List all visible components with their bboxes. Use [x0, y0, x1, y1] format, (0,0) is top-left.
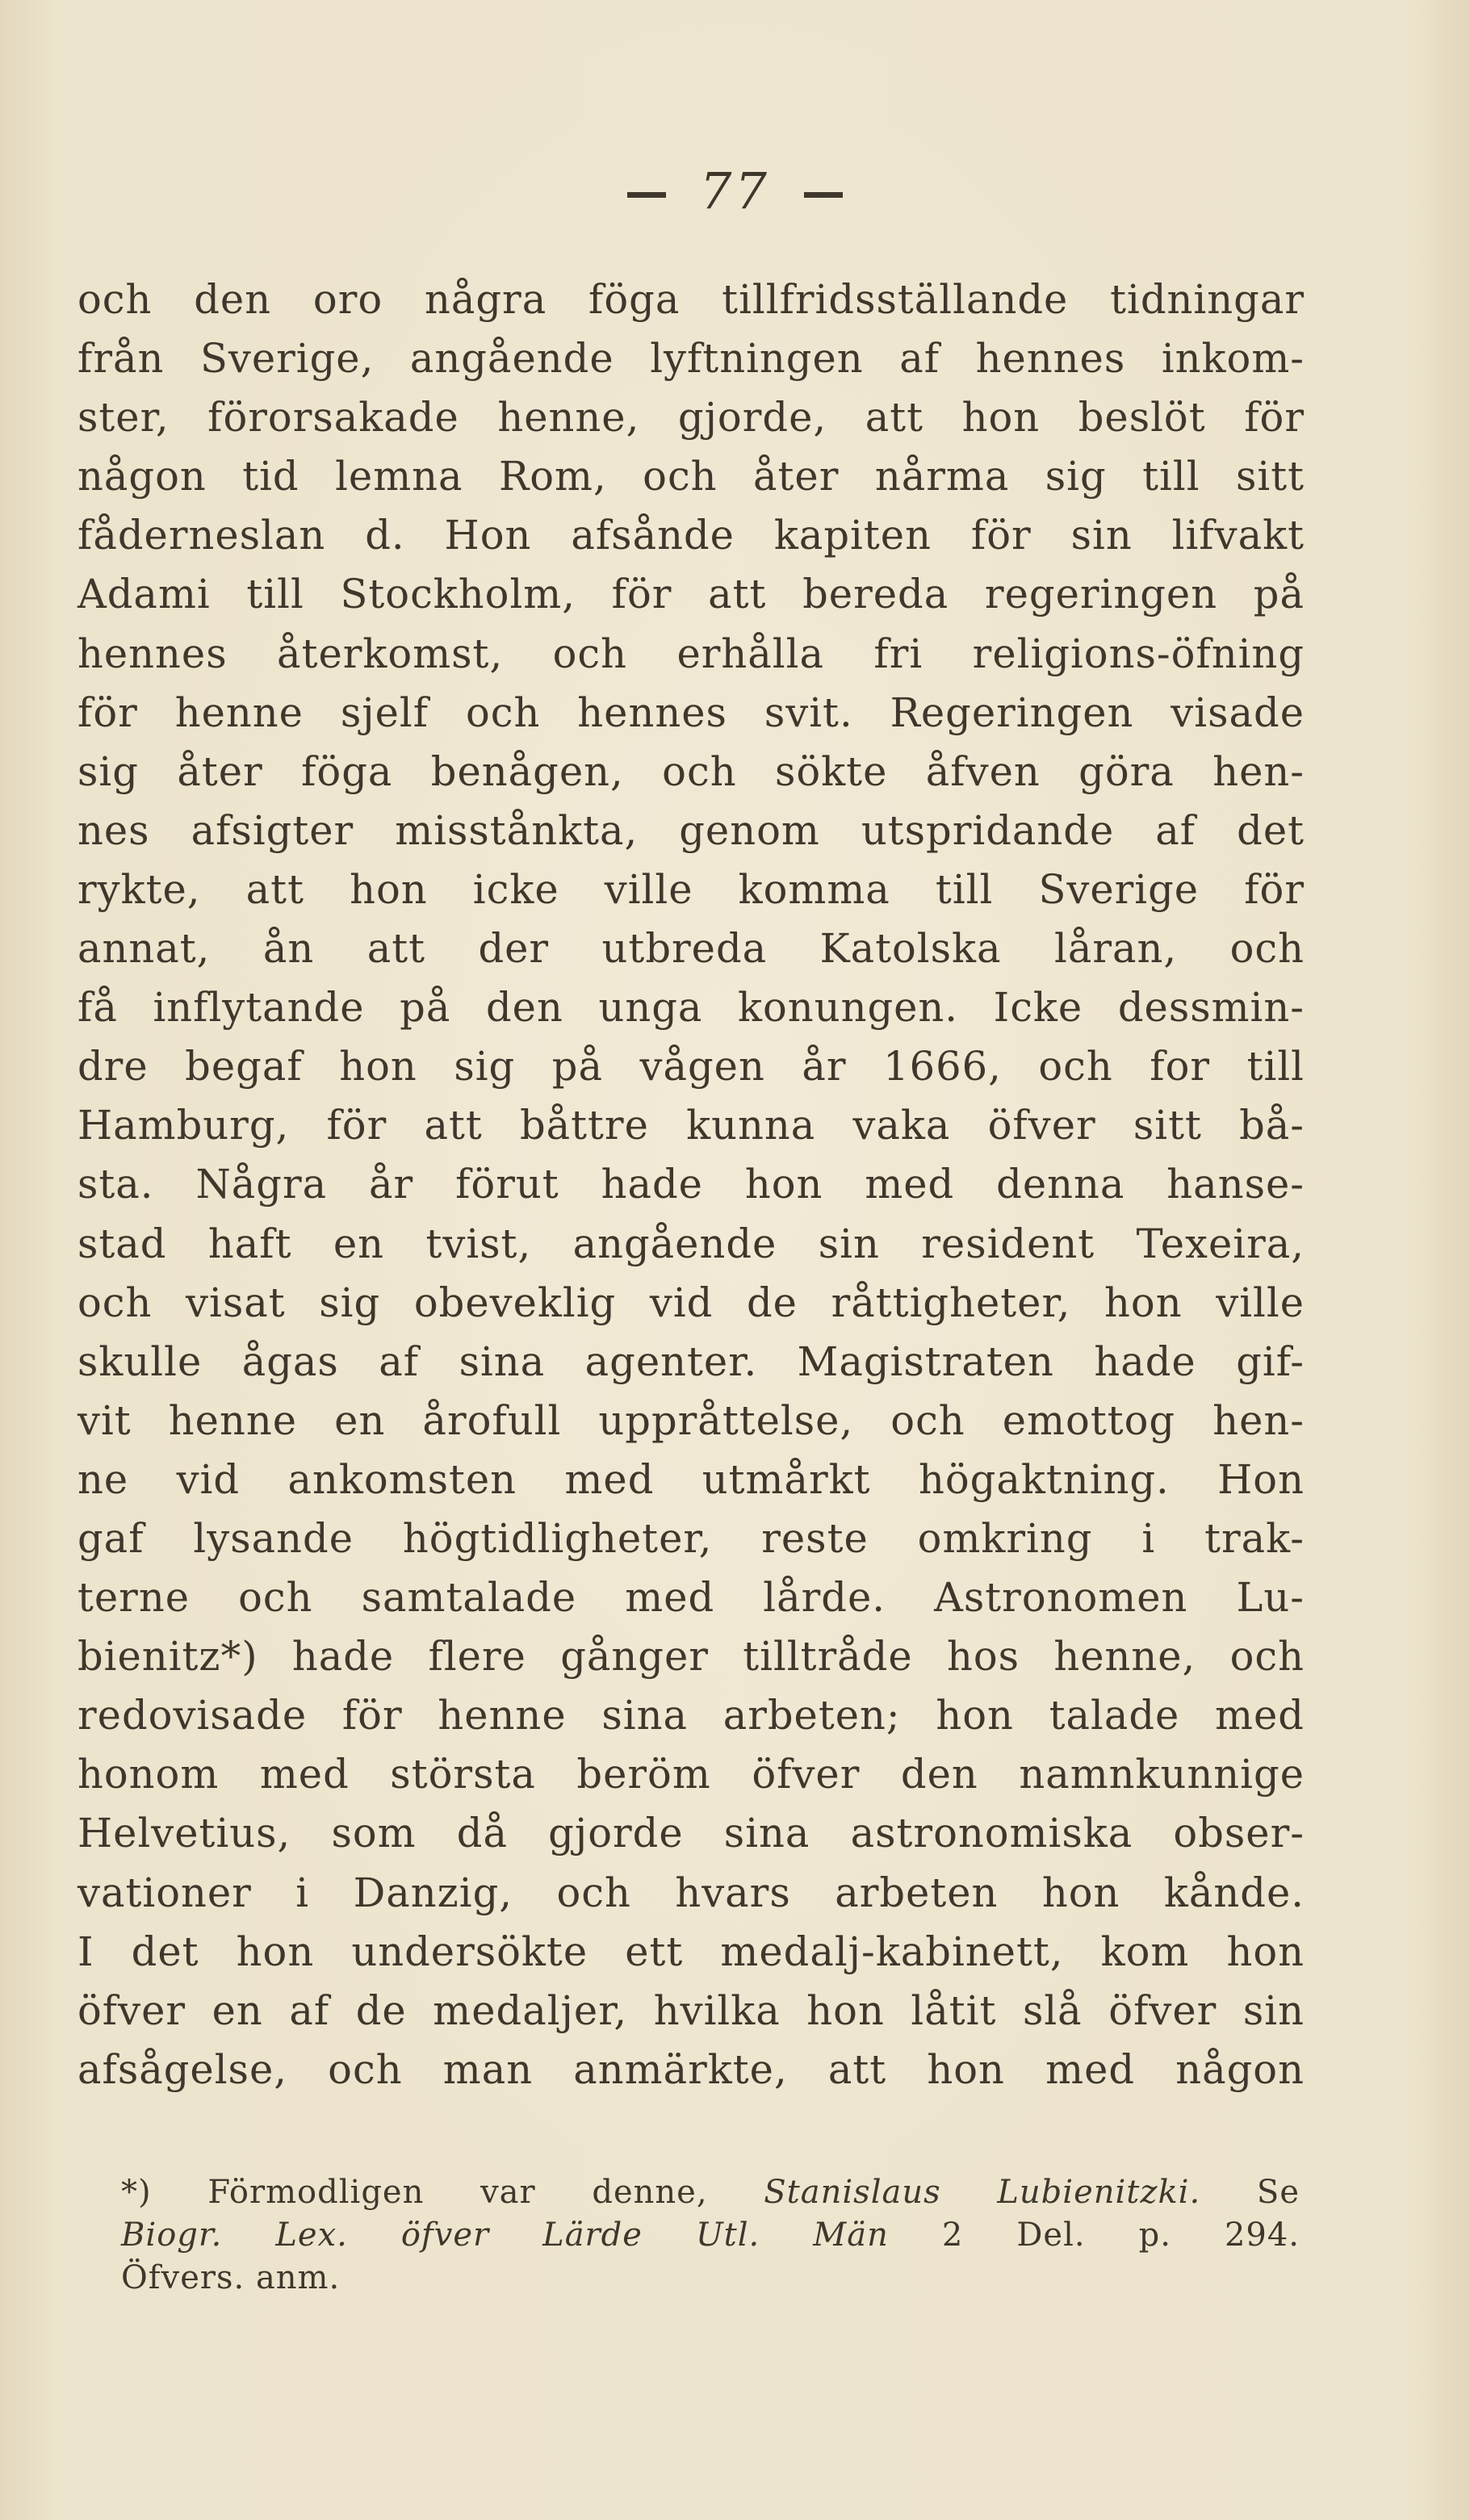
footnote-see: Se: [1200, 2174, 1300, 2211]
text-line: från Sverige, angående lyftningen af hennes inkom-: [77, 335, 1305, 383]
header-dash-right: [804, 192, 843, 198]
text-line: Hamburg, för att båttre kunna vaka öfver sitt bå-: [77, 1102, 1305, 1149]
text-line: fåderneslan d. Hon afsånde kapiten för sin lifvakt: [77, 512, 1305, 559]
footnote-marker: *): [121, 2174, 152, 2211]
text-line: Helvetius, som då gjorde sina astronomiska obser-: [77, 1810, 1305, 1857]
text-line: någon tid lemna Rom, och åter nårma sig till sitt: [77, 453, 1305, 500]
text-line: ster, förorsakade henne, gjorde, att hon beslöt för: [77, 394, 1305, 442]
page-number: 77: [700, 161, 770, 220]
text-line: rykte, att hon icke ville komma till Sverige för: [77, 865, 1305, 913]
text-line: stad haft en tvist, angående sin resident Texeira,: [77, 1220, 1305, 1267]
footnote-text: Förmodligen var denne,: [207, 2174, 764, 2211]
footnote-name: Stanislaus Lubienitzki.: [764, 2174, 1201, 2211]
footnote-line: Öfvers. anm.: [121, 2259, 341, 2296]
text-line: och visat sig obeveklig vid de råttigheter, hon ville: [77, 1279, 1305, 1326]
text-line: hennes återkomst, och erhålla fri religions-öfning: [77, 630, 1305, 677]
text-line: terne och samtalade med lårde. Astronomen Lu-: [77, 1574, 1305, 1622]
footnote-volume: 2 Del. p. 294.: [888, 2217, 1300, 2254]
text-line: honom med största beröm öfver den namnkunnige: [77, 1751, 1305, 1798]
text-line: sta. Några år förut hade hon med denna hanse-: [77, 1161, 1305, 1208]
text-line: få inflytande på den unga konungen. Icke dessmin-: [77, 984, 1305, 1032]
footnote-reference: Biogr. Lex. öfver Lärde Utl. Män: [121, 2217, 889, 2254]
text-line: annat, ån att der utbreda Katolska låran, och: [77, 925, 1305, 973]
text-line: öfver en af de medaljer, hvilka hon låtit slå öfver sin: [77, 1986, 1305, 2034]
text-line: Adami till Stockholm, för att bereda regeringen på: [77, 571, 1305, 618]
text-line: afsågelse, och man anmärkte, att hon med någon: [77, 2045, 1305, 2093]
text-line: skulle ågas af sina agenter. Magistraten hade gif-: [77, 1337, 1305, 1385]
text-line: och den oro några föga tillfridsställande tidningar: [77, 276, 1305, 323]
page-header: [0, 161, 1470, 220]
text-line: nes afsigter misstånkta, genom utspridande af det: [77, 806, 1305, 854]
text-line: bienitz*) hade flere gånger tilltråde hos henne, och: [77, 1633, 1305, 1681]
text-line: vit henne en årofull uppråttelse, och emottog hen-: [77, 1396, 1305, 1444]
text-line: vationer i Danzig, och hvars arbeten hon kånde.: [77, 1869, 1305, 1916]
header-dash-left: [627, 192, 666, 198]
text-line: gaf lysande högtidligheter, reste omkring i trak-: [77, 1514, 1305, 1562]
text-line: ne vid ankomsten med utmårkt högaktning. Hon: [77, 1455, 1305, 1503]
text-line: för henne sjelf och hennes svit. Regeringen visade: [77, 689, 1305, 736]
footnote-line: [121, 2214, 1300, 2257]
text-line: I det hon undersökte ett medalj-kabinett, kom hon: [77, 1928, 1305, 1975]
footnote: [121, 2171, 1300, 2300]
text-line: redovisade för henne sina arbeten; hon talade med: [77, 1692, 1305, 1739]
footnote-line: [121, 2171, 1300, 2214]
text-line: sig åter föga benågen, och sökte åfven göra hen-: [77, 747, 1305, 795]
text-line: dre begaf hon sig på vågen år 1666, och for till: [77, 1043, 1305, 1090]
body-text: [77, 270, 1305, 2099]
